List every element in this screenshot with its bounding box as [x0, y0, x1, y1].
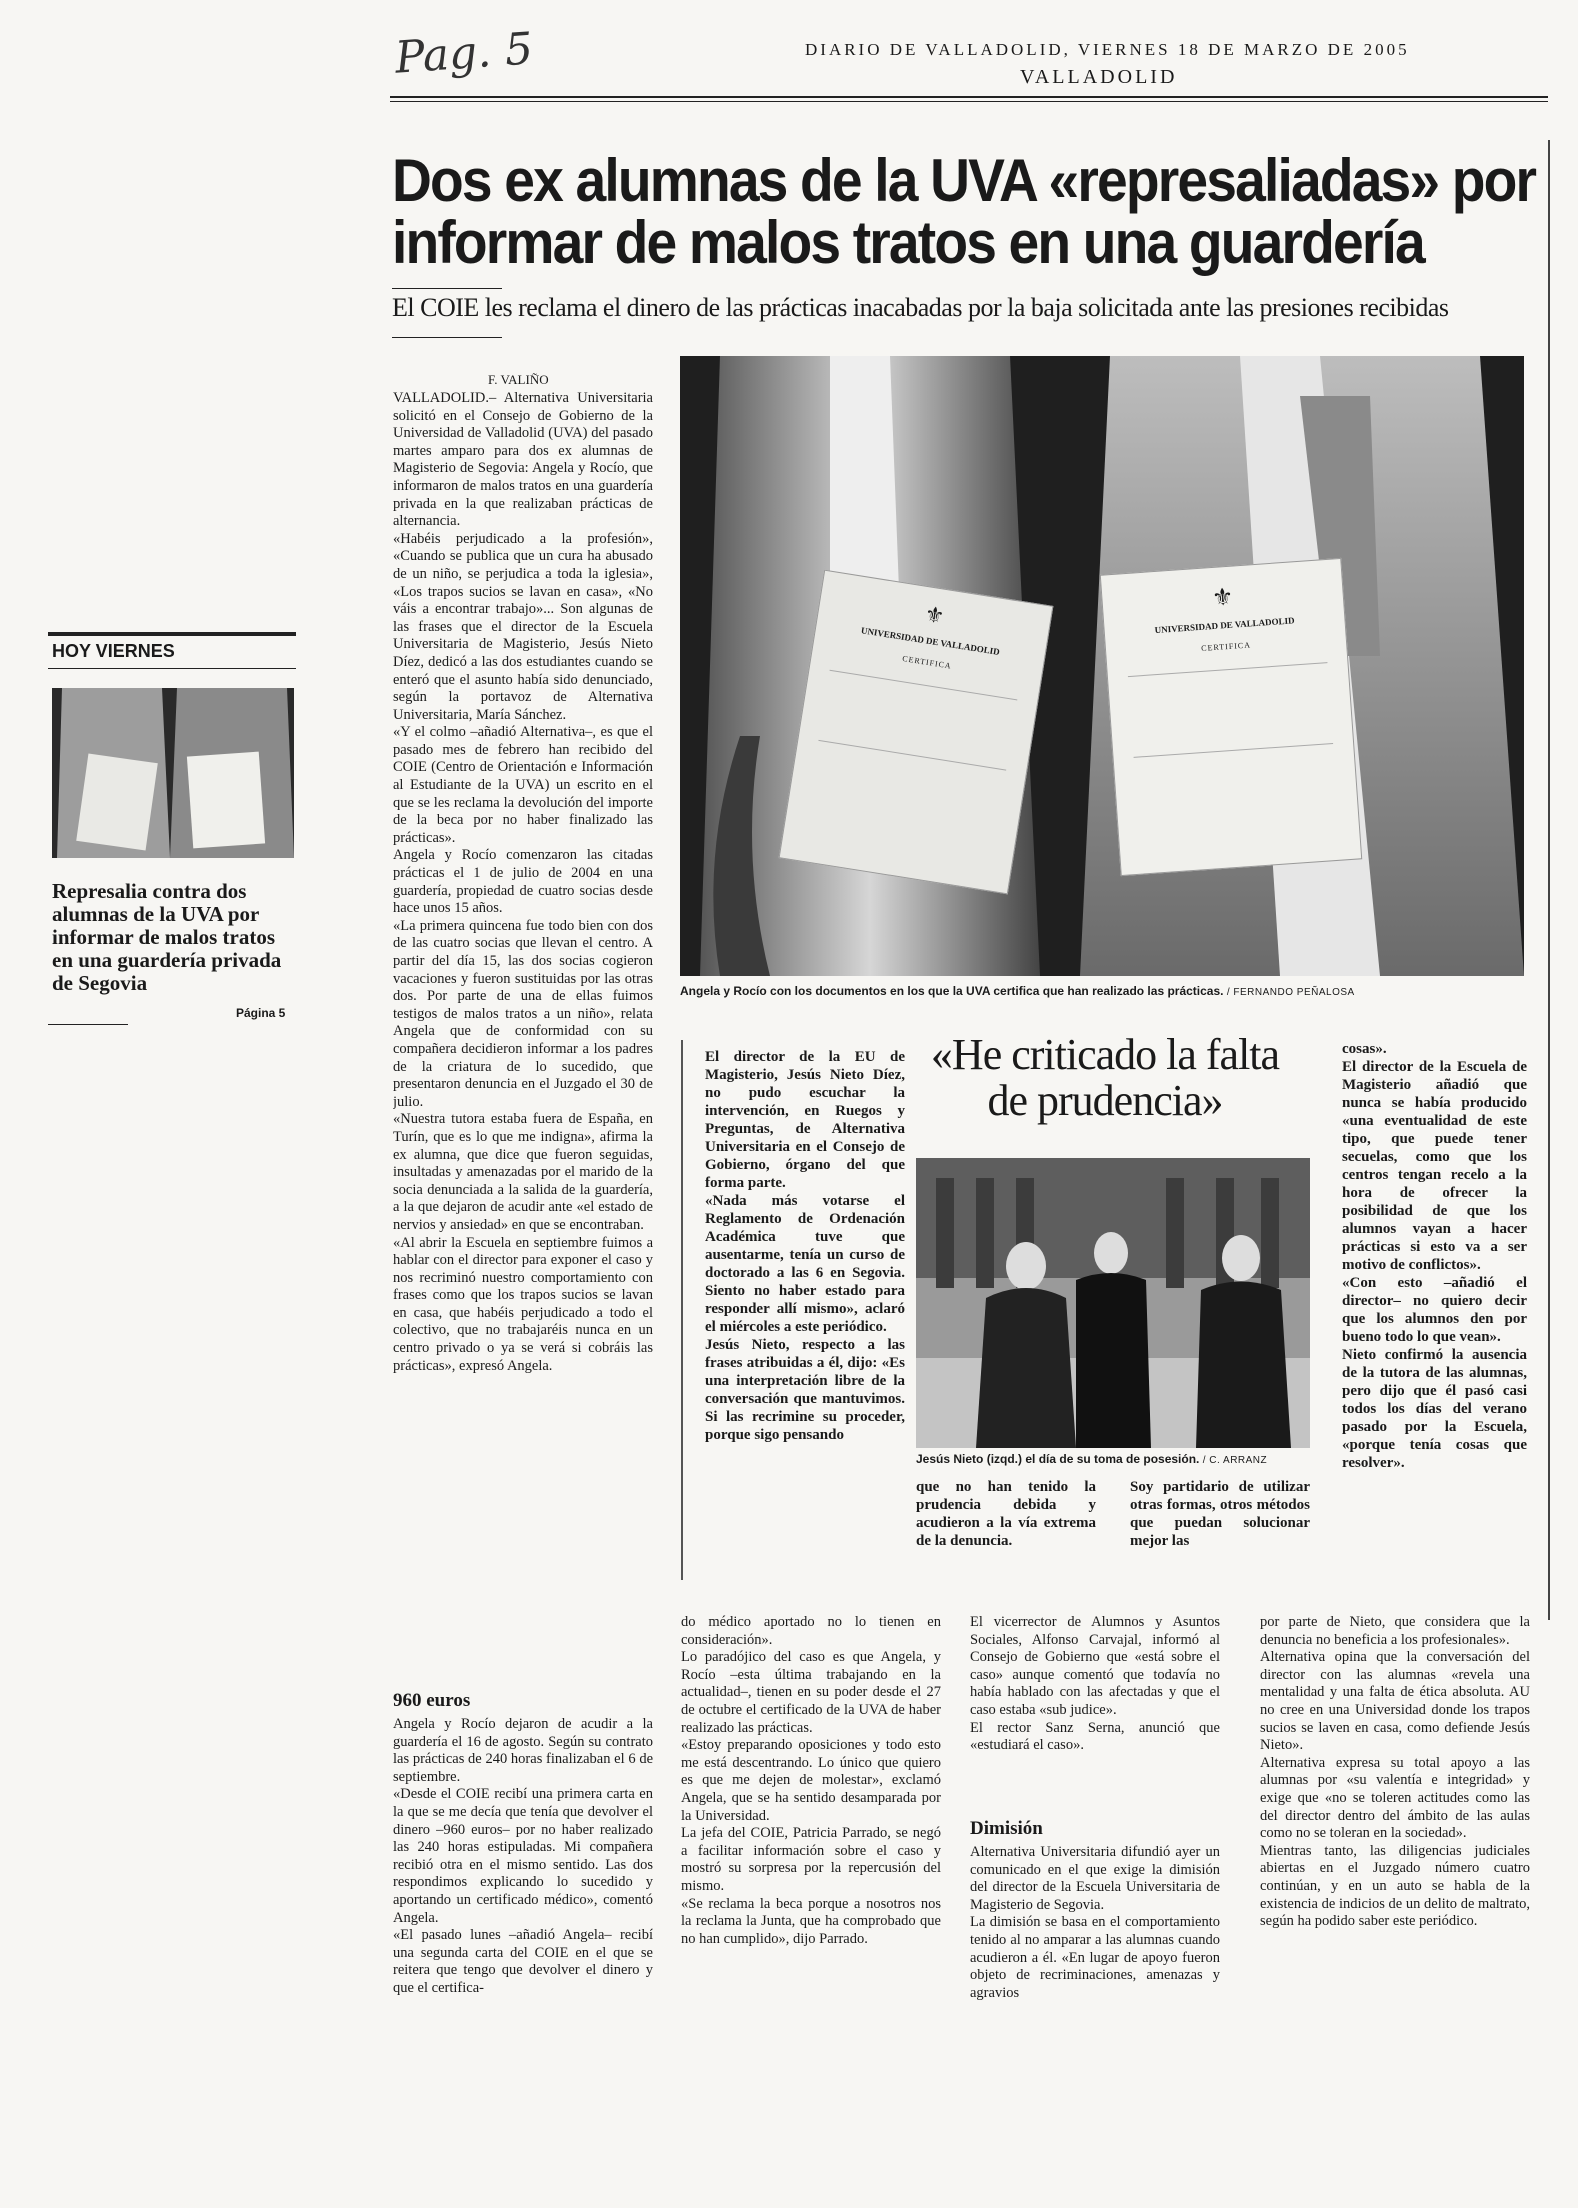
main-photo-caption: Angela y Rocío con los documentos en los que la UVA certifica que han realizado las prácticas. [680, 984, 1224, 998]
sidebar-photo [52, 688, 294, 858]
subhead-rule-top [392, 288, 502, 289]
interview-column-mid-2: Soy partidario de utilizar otras formas, otros métodos que puedan solucionar mejor las [1130, 1479, 1310, 1549]
subheadline: El COIE les reclama el dinero de las prácticas inacabadas por la baja solicitada ante las presiones recibidas [392, 293, 1449, 322]
subtitle-dimision: Dimisión [970, 1818, 1043, 1839]
certificate-right [1100, 558, 1362, 876]
sidebar-title: HOY VIERNES [52, 641, 175, 661]
certificate-right-body [1128, 662, 1333, 758]
sidebar-title-rule [48, 668, 296, 669]
interview-photo-credit: / C. ARRANZ [1202, 1455, 1268, 1466]
certificate-left-subtitle: CERTIFICA [901, 654, 953, 671]
masthead-rule-thin [390, 101, 1548, 102]
article-column-1: VALLADOLID.– Alternativa Universitaria solicitó en el Consejo de Gobierno de la Universidad de Valladolid (UVA) del pasado martes amparo para dos ex alumnas de Magisterio de Segovia: Angela y Rocío, que informaron de malos tratos en una guardería privada en la que realizaban prácticas de alternancia. «Habéis perjudicado a la profesión», «Cuando se publica que un cura ha abusado de un niño, se perjudica a toda la iglesia», «Los trapos sucios se lavan en casa», «No váis a encontrar trabajo»... Son algunas de las frases que el director de la Escuela Universitaria de Magisterio, Jesús Nieto Díez, dedicó a las dos estudiantes cuando se enteró que el asunto había sido denunciado, según la portavoz de Alternativa Universitaria, María Sánchez. «Y el colmo –añadió Alternativa–, es que el pasado mes de febrero han recibido del COIE (Centro de Orientación e Información al Estudiante de la UVA) un escrito en el que se les reclama la devolución del importe de la beca por no haber finalizado las prácticas». Angela y Rocío comenzaron las citadas prácticas el 1 de julio de 2004 en una guardería, propiedad de cuatro socias desde hace unos 15 años. «La primera quincena fue todo bien con dos de las cuatro socias que llevan el centro. A partir del día 15, las dos socias cogieron vacaciones y fueron sustituidas por las otras dos. Por parte de una de ellas fuimos testigos de malos tratos a un niño», relata Angela que de conformidad con su compañera decidieron informar a los padres de la criatura de lo sucedido, que presentaron denuncia en el Juzgado el 30 de julio. «Nuestra tutora estaba fuera de España, en Turín, que es lo que me indigna», afirma la ex alumna, que dice que fueron seguidas, insultadas y amenazadas por el marido de la socia denunciada a la salida de la guardería, a la que dejaron de acudir ante «el estado de nervios y ansiedad» en que se encontraban. «Al abrir la Escuela en septiembre fuimos a hablar con el director para exponer el caso y nos recriminó nuestro comportamiento con frases como que los trapos sucios se lavan en casa, que habéis perjudicado a todo el colectivo, que no trabajaréis nunca en un centro privado o ya se verá si cobráis las prácticas», expresó Angela. [393, 390, 653, 1374]
certificate-right-subtitle: CERTIFICA [1200, 640, 1252, 653]
interview-intro: El director de la EU de Magisterio, Jesús Nieto Díez, no pudo escuchar la intervención, en Ruegos y Preguntas, de Alternativa Universitaria en el Consejo de Gobierno, órgano del que forma parte. «Nada más votarse el Reglamento de Ordenación Académica tuve que ausentarme, tenía un curso de doctorado a las 6 en Segovia. Siento no haber estado para responder allí mismo», aclaró el miércoles a este periódico. Jesús Nieto, respecto a las frases atribuidas a él, dijo: «Es una interpretación libre de la conversación que mantuvimos. Si las recrimine su proceder, porque sigo pensando [705, 1049, 905, 1443]
sidebar-page-ref: Página 5 [236, 1006, 286, 1020]
masthead-rule [390, 96, 1548, 98]
handwritten-page-note: Pag. 5 [393, 23, 535, 84]
newspaper-date-line: DIARIO DE VALLADOLID, VIERNES 18 DE MARZO DE 2005 [805, 40, 1410, 59]
subtitle-960-euros: 960 euros [393, 1690, 471, 1711]
interview-divider-left [681, 1040, 683, 1580]
sidebar-top-rule [48, 632, 296, 636]
main-photo-caption-block [680, 984, 1355, 998]
sidebar-teaser: Represalia contra dos alumnas de la UVA por informar de malos tratos en una guardería privada de Segovia [52, 879, 282, 995]
interview-photo-caption-block [916, 1452, 1267, 1466]
sidebar-bottom-rule [48, 1024, 128, 1025]
headline-line-2: informar de malos tratos en una guardería [392, 209, 1424, 276]
interview-photo-illustration [916, 1158, 1310, 1448]
main-photo-illustration [680, 356, 1524, 976]
section-name: VALLADOLID [1020, 66, 1178, 88]
interview-photo [916, 1158, 1310, 1448]
interview-quote-title: «He criticado la falta de prudencia» [930, 1030, 1280, 1125]
subhead-rule-bottom [392, 337, 502, 338]
scan-border-line [1548, 140, 1550, 1620]
interview-column-mid-1: que no han tenido la prudencia debida y acudieron a la vía extrema de la denuncia. [916, 1479, 1096, 1549]
main-photo-credit: / FERNANDO PEÑALOSA [1226, 987, 1355, 998]
certificate-left-body [818, 670, 1017, 771]
article-column-3b: Alternativa Universitaria difundió ayer un comunicado en el que exige la dimisión del director de la Escuela Universitaria de Magisterio de Segovia. La dimisión se basa en el comportamiento tenido al no amparar a las alumnas cuando acudieron a él. «En lugar de apoyo fueron objeto de recriminaciones, amenazas y agravios [970, 1844, 1220, 2001]
article-column-4: por parte de Nieto, que considera que la denuncia no beneficia a los profesionales». Alternativa opina que la conversación del director con las alumnas «revela una mentalidad y una falta de ética absoluta. AU no cree en una Universidad donde los trapos sucios se laven en casa, como defiende Jesús Nieto». Alternativa expresa su total apoyo a las alumnas por «su valentía e integridad» y exige que «no se toleren actitudes como las del director dentro del ámbito de las aulas como no se toleran en la sociedad». Mientras tanto, las diligencias judiciales abiertas en el Juzgado número cuatro continúan, y en un auto se habla de la existencia de indicios de un delito de maltrato, según ha podido saber este periódico. [1260, 1614, 1530, 1930]
byline: F. VALIÑO [488, 372, 549, 387]
certificate-left [779, 570, 1054, 895]
certificate-right-title: UNIVERSIDAD DE VALLADOLID [1154, 615, 1295, 636]
sidebar-photo-illustration [52, 688, 294, 858]
certificate-right-seal: ⚜ [1211, 584, 1235, 613]
certificate-left-title: UNIVERSIDAD DE VALLADOLID [860, 625, 1001, 658]
article-column-2: do médico aportado no lo tienen en consideración». Lo paradójico del caso es que Angela, y Rocío –esta última trabajando en la actualidad–, tienen en su poder desde el 27 de octubre el certificado de la UVA de haber realizado las prácticas. «Estoy preparando oposiciones y todo esto me está descentrando. Lo único que quiero es que me dejen de molestar», exclamó Angela, que se ha sentido desamparada por la Universidad. La jefa del COIE, Patricia Parrado, se negó a facilitar información sobre el caso y mostró su sorpresa por la repercusión del mismo. «Se reclama la beca porque a nosotros nos la reclama la Junta, que ha comprobado que no han cumplido», dijo Parrado. [681, 1614, 941, 1947]
article-column-1b: Angela y Rocío dejaron de acudir a la guardería el 16 de agosto. Según su contrato las prácticas de 240 horas finalizaban el 6 de septiembre. «Desde el COIE recibí una primera carta en la que se me decía que tenía que devolver el dinero –960 euros– por no haber realizado las 240 horas estipuladas. Mi compañera recibió otra en el mismo sentido. Las dos respondimos explicando lo sucedido y aportando un certificado médico», comentó Angela. «El pasado lunes –añadió Angela– recibí una segunda carta del COIE en el que se reitera que tengo que devolver el dinero y que el certifica- [393, 1716, 653, 1996]
interview-photo-caption: Jesús Nieto (izqd.) el día de su toma de posesión. [916, 1452, 1200, 1466]
headline-line-1: Dos ex alumnas de la UVA «represaliadas» por [392, 147, 1536, 214]
certificate-left-seal: ⚜ [922, 601, 947, 629]
article-column-3: El vicerrector de Alumnos y Asuntos Sociales, Alfonso Carvajal, informó al Consejo de Gobierno que «está sobre el caso» aunque comentó que todavía no había hablado con las afectadas y que el caso estaba «sub judice». El rector Sanz Serna, anunció que «estudiará el caso». [970, 1614, 1220, 1754]
main-photo [680, 356, 1524, 976]
interview-column-right: cosas». El director de la Escuela de Magisterio añadió que nunca se había producido «una eventualidad de este tipo, que puede tener secuelas, como que los centros tengan recelo a la hora de ofrecer la posibilidad de que los alumnos vayan a hacer prácticas si esto va a ser motivo de conflictos». «Con esto –añadió el director– no quiero decir que los alumnos den por bueno todo lo que vean». Nieto confirmó la ausencia de la tutora de las alumnas, pero dijo que él pasó casi todos los días del verano pasado por la Escuela, «porque tenía cosas que resolver». [1342, 1041, 1527, 1471]
